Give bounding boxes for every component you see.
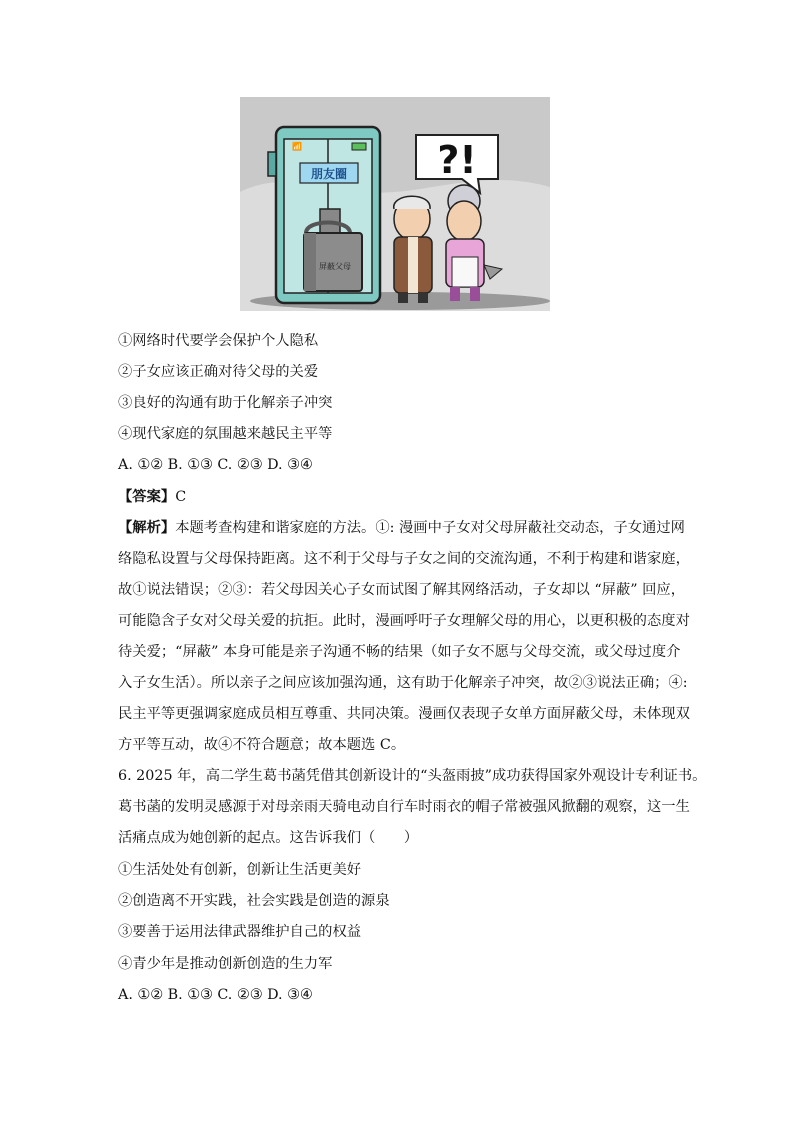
screen-title: 朋友圈: [310, 167, 348, 181]
q5-option-1: ①网络时代要学会保护个人隐私: [118, 333, 319, 349]
q5-analysis-line-1: [118, 518, 685, 538]
grandfather-figure-icon: [394, 196, 432, 303]
q5-analysis-line-8: 方平等互动，故④不符合题意；故本题选 C。: [118, 737, 406, 753]
lock-label: 屏蔽父母: [319, 262, 351, 271]
q6-stem-line-2: 葛书菡的发明灵感源于对母亲雨天骑电动自行车时雨衣的帽子常被强风掀翻的观察，这一生: [118, 799, 690, 815]
q6-choices: A. ①② B. ①③ C. ②③ D. ③④: [118, 987, 313, 1003]
phone-icon: [268, 127, 380, 303]
analysis-label: 【解析】: [118, 520, 176, 536]
cartoon-illustration: [240, 97, 550, 311]
svg-text:📶: 📶: [292, 142, 302, 151]
q5-analysis-line-7: 民主平等更强调家庭成员相互尊重、共同决策。漫画仅表现子女单方面屏蔽父母，未体现双: [118, 706, 690, 722]
bubble-text: ?!: [437, 138, 477, 182]
answer-value: C: [175, 489, 187, 505]
q6-option-4: ④青少年是推动创新创造的生力军: [118, 956, 333, 972]
q6-stem-line-1: 6. 2025 年，高二学生葛书菡凭借其创新设计的“头盔雨披”成功获得国家外观设计专利证书。: [118, 768, 707, 784]
q5-choices: A. ①② B. ①③ C. ②③ D. ③④: [118, 457, 313, 473]
q5-analysis-line-5: 待关爱；“屏蔽” 本身可能是亲子沟通不畅的结果（如子女不愿与父母交流，或父母过度介: [118, 644, 681, 660]
q6-option-1: ①生活处处有创新，创新让生活更美好: [118, 862, 362, 878]
q5-analysis-line-6: 入子女生活）。所以亲子之间应该加强沟通，这有助于化解亲子冲突，故②③说法正确；④:: [118, 675, 688, 691]
q5-option-2: ②子女应该正确对待父母的关爱: [118, 364, 319, 380]
q5-analysis-line-4: 可能隐含子女对父母关爱的抗拒。此时，漫画呼吁子女理解父母的用心，以更积极的态度对: [118, 613, 690, 629]
q5-option-4: ④现代家庭的氛围越来越民主平等: [118, 426, 333, 442]
q5-analysis-line-3: 故①说法错误；②③：若父母因关心子女而试图了解其网络活动，子女却以 “屏蔽” 回应，: [118, 582, 685, 598]
q6-option-2: ②创造离不开实践，社会实践是创造的源泉: [118, 893, 390, 909]
q6-stem-line-3: 活痛点成为她创新的起点。这告诉我们（ ）: [118, 830, 419, 846]
answer-label: 【答案】: [118, 489, 176, 505]
q5-answer: [118, 487, 186, 507]
q6-option-3: ③要善于运用法律武器维护自己的权益: [118, 924, 362, 940]
q5-analysis-line-2: 络隐私设置与父母保持距离。这不利于父母与子女之间的交流沟通，不利于构建和谐家庭，: [118, 551, 690, 567]
q5-option-3: ③良好的沟通有助于化解亲子冲突: [118, 395, 333, 411]
analysis-text: 本题考查构建和谐家庭的方法。①: 漫画中子女对父母屏蔽社交动态，子女通过网: [175, 520, 685, 536]
